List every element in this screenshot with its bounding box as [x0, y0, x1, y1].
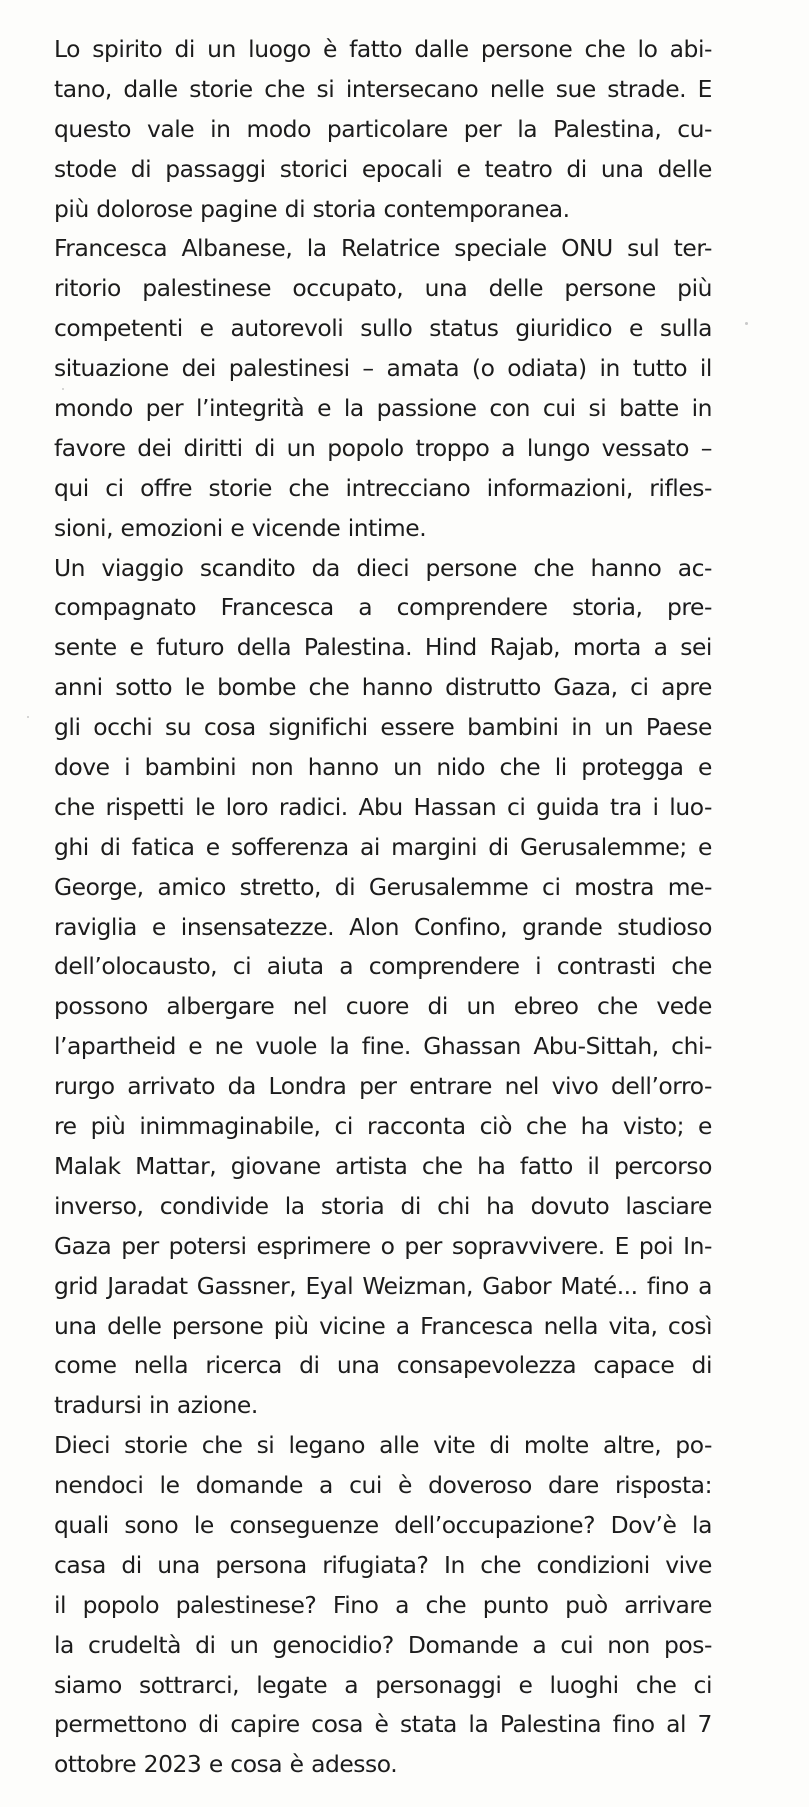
text-line: l’apartheid e ne vuole la fine. Ghassan Abu-Sittah, chi-	[54, 1032, 712, 1061]
scan-speck	[27, 716, 29, 718]
text-line: sente e futuro della Palestina. Hind Rajab, morta a sei	[54, 633, 712, 662]
book-blurb-text	[54, 30, 712, 1785]
text-line: quali sono le conseguenze dell’occupazione? Dov’è la	[54, 1510, 712, 1539]
text-line: Gaza per potersi esprimere o per sopravvivere. E poi In-	[54, 1231, 712, 1260]
text-line: Un viaggio scandito da dieci persone che hanno ac-	[54, 553, 712, 582]
text-line: tradursi in azione.	[54, 1391, 258, 1420]
text-line: gli occhi su cosa significhi essere bambini in un Paese	[54, 713, 712, 742]
text-line: competenti e autorevoli sullo status giuridico e sulla	[54, 314, 712, 343]
text-line: Dieci storie che si legano alle vite di molte altre, po-	[54, 1431, 712, 1460]
text-line: George, amico stretto, di Gerusalemme ci mostra me-	[54, 872, 712, 901]
text-line: ottobre 2023 e cosa è adesso.	[54, 1750, 398, 1779]
text-line: la crudeltà di un genocidio? Domande a cui non pos-	[54, 1630, 712, 1659]
text-line: permettono di capire cosa è stata la Palestina fino al 7	[54, 1710, 712, 1739]
text-line: più dolorose pagine di storia contemporanea.	[54, 194, 570, 223]
text-line: una delle persone più vicine a Francesca nella vita, così	[54, 1311, 712, 1340]
text-line: rurgo arrivato da Londra per entrare nel vivo dell’orro-	[54, 1072, 712, 1101]
text-line: stode di passaggi storici epocali e teatro di una delle	[54, 154, 712, 183]
text-line: nendoci le domande a cui è doveroso dare risposta:	[54, 1471, 712, 1500]
scan-speck	[745, 322, 748, 325]
text-line: re più inimmaginabile, ci racconta ciò che ha visto; e	[54, 1112, 712, 1141]
text-line: favore dei diritti di un popolo troppo a lungo vessato –	[54, 433, 712, 462]
text-line: ritorio palestinese occupato, una delle persone più	[54, 274, 712, 303]
text-line: come nella ricerca di una consapevolezza capace di	[54, 1351, 712, 1380]
text-line: compagnato Francesca a comprendere storia, pre-	[54, 593, 712, 622]
text-line: Lo spirito di un luogo è fatto dalle persone che lo abi-	[54, 35, 712, 63]
text-line: ghi di fatica e sofferenza ai margini di Gerusalemme; e	[54, 832, 712, 861]
text-line: tano, dalle storie che si intersecano nelle sue strade. E	[54, 74, 712, 103]
text-line: grid Jaradat Gassner, Eyal Weizman, Gabor Maté... fino a	[54, 1271, 712, 1300]
text-line: sioni, emozioni e vicende intime.	[54, 513, 427, 542]
text-line: Malak Mattar, giovane artista che ha fatto il percorso	[54, 1151, 712, 1180]
text-line: inverso, condivide la storia di chi ha dovuto lasciare	[54, 1191, 712, 1220]
text-line: situazione dei palestinesi – amata (o odiata) in tutto il	[54, 354, 712, 383]
text-line: siamo sottrarci, legate a personaggi e luoghi che ci	[54, 1670, 712, 1699]
text-line: mondo per l’integrità e la passione con cui si batte in	[54, 394, 712, 423]
text-line: che rispetti le loro radici. Abu Hassan ci guida tra i luo-	[54, 792, 712, 821]
text-line: Francesca Albanese, la Relatrice speciale ONU sul ter-	[54, 234, 712, 263]
text-line: il popolo palestinese? Fino a che punto può arrivare	[54, 1590, 712, 1619]
text-line: questo vale in modo particolare per la Palestina, cu-	[54, 114, 712, 143]
text-line: casa di una persona rifugiata? In che condizioni vive	[54, 1550, 712, 1579]
text-line: qui ci offre storie che intrecciano informazioni, rifles-	[54, 473, 712, 502]
text-line: dell’olocausto, ci aiuta a comprendere i contrasti che	[54, 952, 712, 981]
text-line: possono albergare nel cuore di un ebreo che vede	[54, 992, 712, 1021]
text-line: dove i bambini non hanno un nido che li protegga e	[54, 753, 712, 782]
text-line: anni sotto le bombe che hanno distrutto Gaza, ci apre	[54, 673, 712, 702]
text-line: raviglia e insensatezze. Alon Confino, grande studioso	[54, 912, 712, 941]
